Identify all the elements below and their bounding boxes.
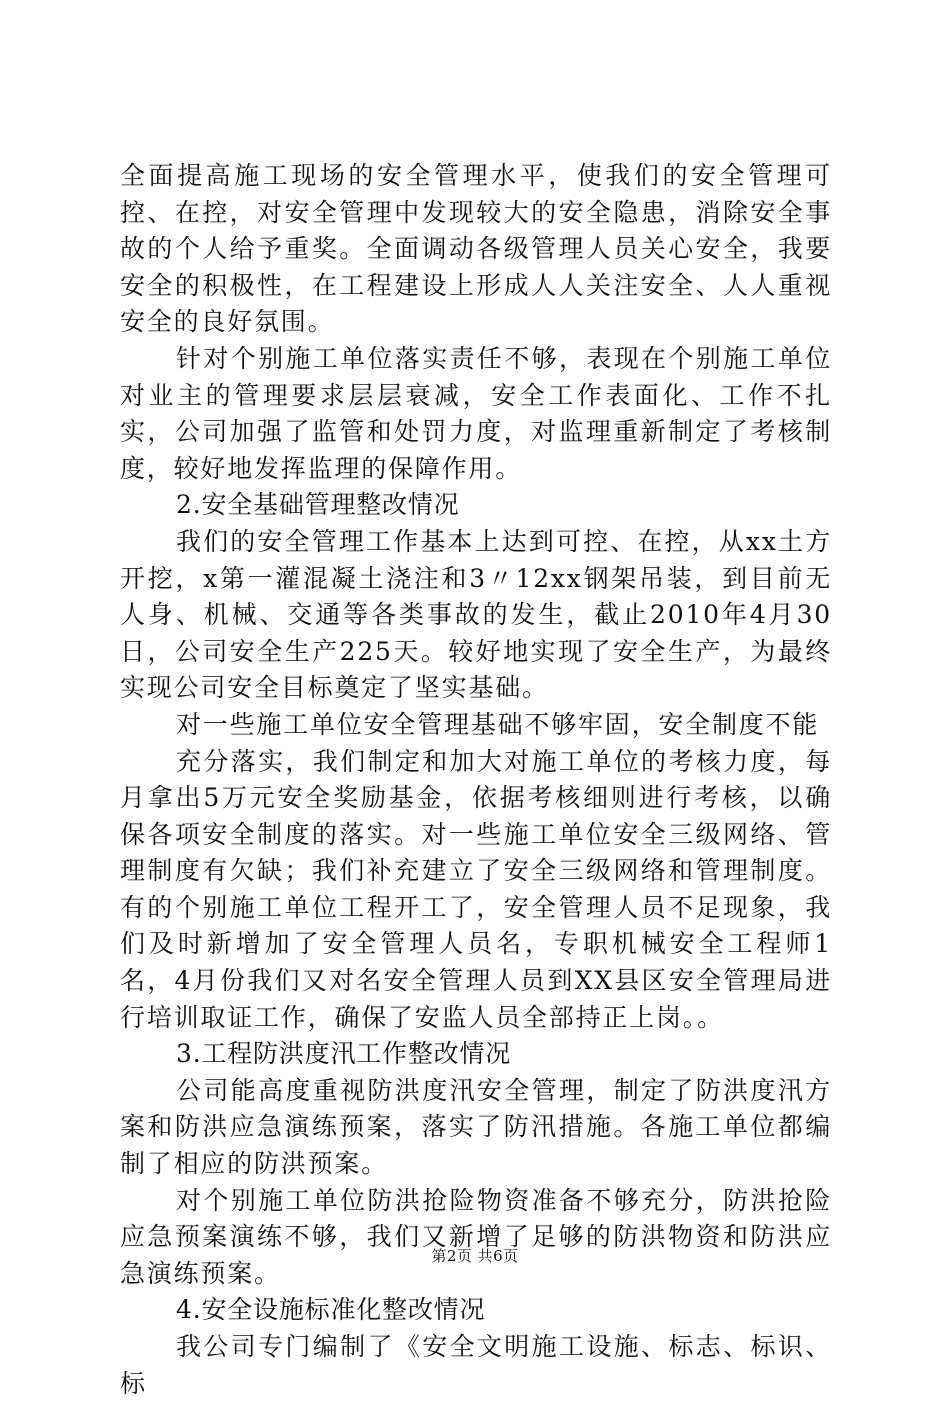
section-heading-facility-standardization: 4.安全设施标准化整改情况 — [176, 1295, 486, 1325]
section-heading-safety-foundation: 2.安全基础管理整改情况 — [176, 490, 460, 520]
paragraph-rectification-measures: 充分落实，我们制定和加大对施工单位的考核力度，每月拿出5万元安全奖励基金，依据考核细则进行考核，以确保各项安全制度的落实。对一些施工单位安全三级网络、管理制度有欠缺；我们补充建立了安全三级网络和管理制度。有的个别施工单位工程开工了，安全管理人员不足现象，我们及时新增加了安全管理人员名，专职机械安全工程师1名，4月份我们又对名安全管理人员到XX县区安全管理局进行培训取证工作，确保了安监人员全部持正上岗。。 — [120, 746, 832, 1032]
paragraph-flood-plan: 公司能高度重视防洪度汛安全管理，制定了防洪度汛方案和防洪应急演练预案，落实了防汛措施。各施工单位都编制了相应的防洪预案。 — [120, 1075, 832, 1179]
paragraph-supervision-measures: 针对个别施工单位落实责任不够，表现在个别施工单位对业主的管理要求层层衰减，安全工作表面化、工作不扎实，公司加强了监管和处罚力度，对监理重新制定了考核制度，较好地发挥监理的保障作用。 — [120, 343, 832, 483]
section-heading-flood-control: 3.工程防洪度汛工作整改情况 — [176, 1039, 512, 1069]
paragraph-safety-atmosphere: 全面提高施工现场的安全管理水平，使我们的安全管理可控、在控，对安全管理中发现较大的安全隐患，消除安全事故的个人给予重奖。全面调动各级管理人员关心安全，我要安全的积极性，在工程建设上形成人人关注安全、人人重视安全的良好氛围。 — [120, 161, 832, 337]
paragraph-foundation-weakness: 对一些施工单位安全管理基础不够牢固，安全制度不能 — [176, 709, 820, 739]
page-number-footer: 第2页 共6页 — [431, 1247, 519, 1265]
paragraph-safety-achievement: 我们的安全管理工作基本上达到可控、在控，从xx土方开挖，x第一灌混凝土浇注和3〃12xx钢架吊装，到目前无人身、机械、交通等各类事故的发生，截止2010年4月30日，公司安全生产225天。较好地实现了安全生产，为最终实现公司安全目标奠定了坚实基础。 — [120, 526, 832, 703]
document-body — [120, 158, 832, 1402]
paragraph-facility-manual: 我公司专门编制了《安全文明施工设施、标志、标识、标 — [120, 1332, 832, 1398]
paragraph-flood-materials: 对个别施工单位防洪抢险物资准备不够充分，防洪抢险应急预案演练不够，我们又新增了足够的防洪物资和防洪应急演练预案。 — [120, 1185, 832, 1288]
